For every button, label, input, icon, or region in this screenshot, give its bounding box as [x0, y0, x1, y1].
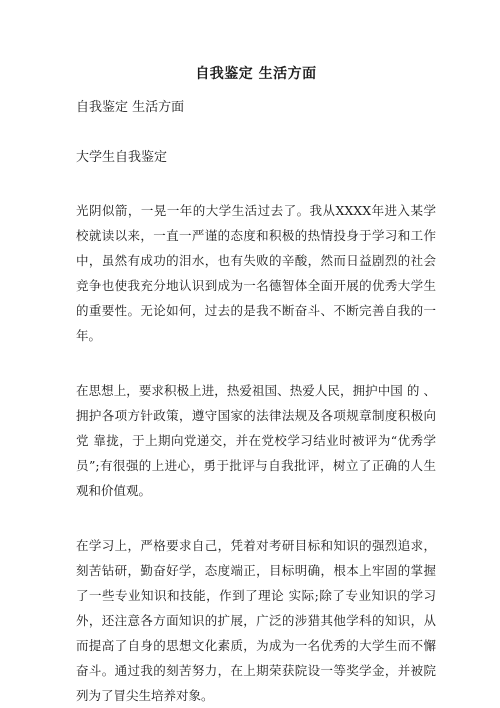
paragraph-intro: 光阴似箭，一晃一年的大学生活过去了。我从XXXX年进入某学校就读以来，一直一严谨的态度和积极的热情投身于学习和工作中，虽然有成功的泪水，也有失败的辛酸，然而日益剧烈的社会竞争也使我充分地认识到成为一名德智体全面开展的优秀大学生的重要性。无论如何，过去的是我不断奋斗、不断完善自我的一年。	[76, 203, 436, 343]
paragraph-ideology: 在思想上，要求积极上进，热爱祖国、热爱人民，拥护中国 的 、拥护各项方针政策，遵守国家的法律法规及各项规章制度积极向党 靠拢，于上期向党递交，并在党校学习结业时被评为“优秀学员”;有很强的上进心，勇于批评与自我批评，树立了正确的人生观和价值观。	[76, 383, 436, 498]
section-heading: 大学生自我鉴定	[76, 150, 168, 165]
paragraph-study: 在学习上，严格要求自己，凭着对考研目标和知识的强烈追求，刻苦钻研，勤奋好学，态度端正，目标明确，根本上牢固的掌握了一些专业知识和技能，作到了理论 实际;除了专业知识的学习外，还注意各方面知识的扩展，广泛的涉猎其他学科的知识，从而提高了自身的思想文化素质，为成为一名优秀的大学生而不懈奋斗。通过我的刻苦努力，在上期荣获院设一等奖学金，并被院列为了冒尖生培养对象。	[76, 538, 436, 703]
document-subtitle: 自我鉴定 生活方面	[76, 100, 185, 115]
document-title: 自我鉴定 生活方面	[195, 66, 317, 82]
